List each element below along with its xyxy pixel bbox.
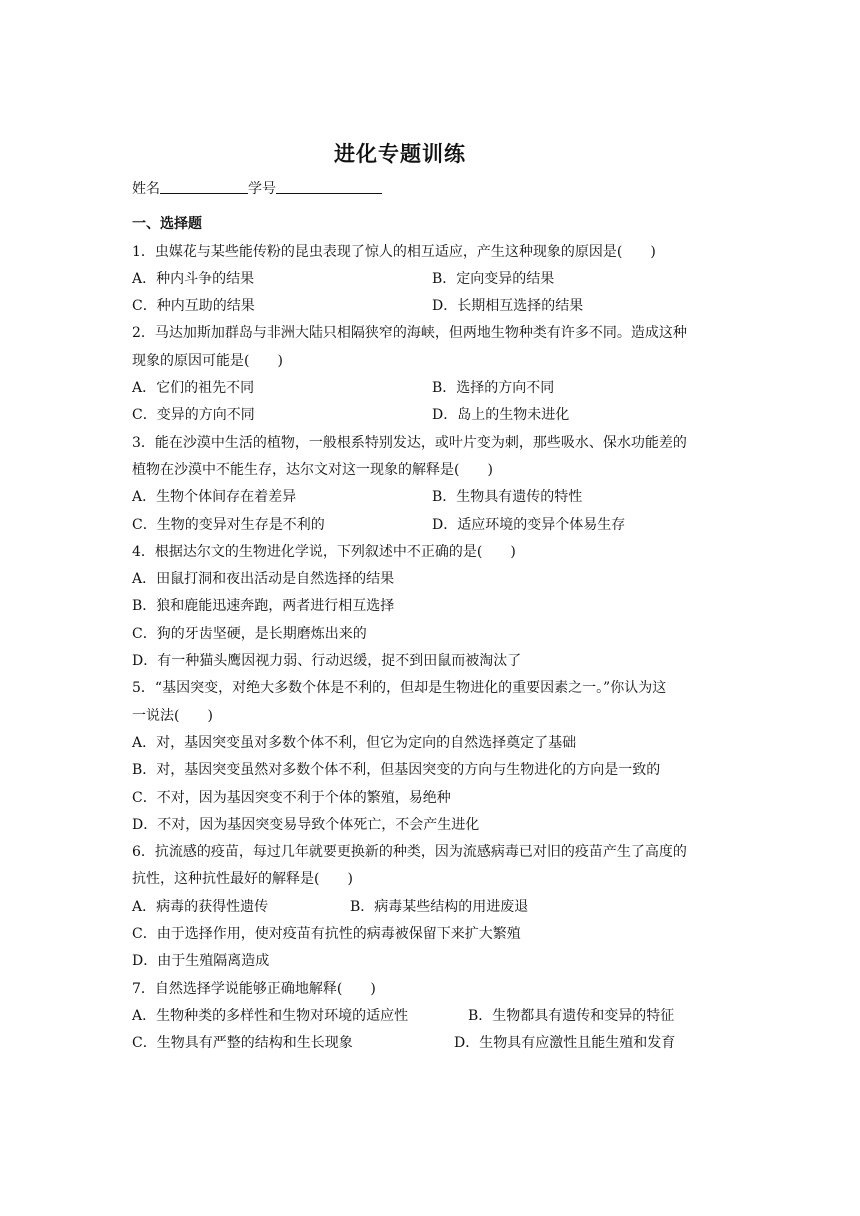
name-blank[interactable]	[160, 177, 248, 194]
id-label: 学号	[248, 181, 276, 197]
question-6-text-cont: 抗性，这种抗性最好的解释是( )	[132, 871, 353, 888]
question-6-text: 6．抗流感的疫苗，每过几年就要更换新的种类，因为流感病毒已对旧的疫苗产生了高度的	[132, 844, 687, 861]
option-a: A．它们的祖先不同	[132, 380, 255, 397]
question-1-options-row-2	[132, 293, 752, 320]
option-d: D．适应环境的变异个体易生存	[432, 516, 626, 533]
option-b: B．生物具有遗传的特性	[432, 489, 583, 506]
option-b: B．生物都具有遗传和变异的特征	[468, 1007, 675, 1024]
question-2-options-row-2	[132, 402, 752, 429]
question-3-text: 3．能在沙漠中生活的植物，一般根系特别发达，或叶片变为刺，那些吸水、保水功能差的	[132, 434, 687, 451]
option-a: A．种内斗争的结果	[132, 270, 255, 287]
option-d: D．岛上的生物未进化	[432, 407, 570, 424]
option-d: D．长期相互选择的结果	[432, 298, 584, 315]
question-2-text-cont: 现象的原因可能是( )	[132, 352, 283, 369]
question-6-options-row-1	[132, 894, 752, 921]
name-label: 姓名	[132, 181, 160, 197]
option-a: A．生物种类的多样性和生物对环境的适应性	[132, 1007, 409, 1024]
question-7-text: 7．自然选择学说能够正确地解释( )	[132, 980, 376, 997]
option-d: D．不对，因为基因突变易导致个体死亡，不会产生进化	[132, 816, 480, 833]
option-b: B．选择的方向不同	[432, 380, 555, 397]
option-b: B．对，基因突变虽然对多数个体不利，但基因突变的方向与生物进化的方向是一致的	[132, 762, 661, 779]
student-info-line	[132, 176, 752, 203]
option-a: A．病毒的获得性遗传	[132, 898, 269, 915]
option-b: B．狼和鹿能迅速奔跑，两者进行相互选择	[132, 598, 395, 615]
question-7-options-row-2	[132, 1030, 752, 1057]
option-b: B．定向变异的结果	[432, 270, 555, 287]
worksheet-content	[132, 176, 752, 1058]
option-c: C．不对，因为基因突变不利于个体的繁殖，易绝种	[132, 789, 451, 806]
question-1-text: 1．虫媒花与某些能传粉的昆虫表现了惊人的相互适应，产生这种现象的原因是( )	[132, 243, 656, 260]
question-3-options-row-2	[132, 512, 752, 539]
question-1-options-row-1	[132, 266, 752, 293]
page-title: 进化专题训练	[334, 142, 466, 166]
option-a: A．对，基因突变虽对多数个体不利，但它为定向的自然选择奠定了基础	[132, 734, 577, 751]
question-4-text: 4．根据达尔文的生物进化学说，下列叙述中不正确的是( )	[132, 543, 516, 560]
option-d: D．有一种猫头鹰因视力弱、行动迟缓，捉不到田鼠而被淘汰了	[132, 653, 522, 670]
option-c: C．狗的牙齿坚硬，是长期磨炼出来的	[132, 625, 367, 642]
question-5-text-cont: 一说法( )	[132, 707, 213, 724]
option-c: C．生物具有严整的结构和生长现象	[132, 1035, 353, 1052]
option-c: C．种内互助的结果	[132, 298, 255, 315]
option-a: A．田鼠打洞和夜出活动是自然选择的结果	[132, 571, 395, 588]
question-5-text: 5．“基因突变，对绝大多数个体是不利的，但却是生物进化的重要因素之一。”你认为这	[132, 680, 667, 697]
option-d: D．生物具有应激性且能生殖和发育	[454, 1035, 676, 1052]
question-7-options-row-1	[132, 1003, 752, 1030]
id-blank[interactable]	[276, 177, 382, 194]
option-c: C．变异的方向不同	[132, 407, 255, 424]
option-c: C．生物的变异对生存是不利的	[132, 516, 325, 533]
question-3-text-cont: 植物在沙漠中不能生存，达尔文对这一现象的解释是( )	[132, 461, 493, 478]
question-3-options-row-1	[132, 484, 752, 511]
question-2-text: 2．马达加斯加群岛与非洲大陆只相隔狭窄的海峡，但两地生物种类有许多不同。造成这种	[132, 325, 687, 342]
option-a: A．生物个体间存在着差异	[132, 489, 297, 506]
option-b: B．病毒某些结构的用进废退	[350, 898, 529, 915]
section-heading: 一、选择题	[132, 216, 202, 233]
option-d: D．由于生殖隔离造成	[132, 953, 270, 970]
option-c: C．由于选择作用，使对疫苗有抗性的病毒被保留下来扩大繁殖	[132, 926, 521, 943]
question-2-options-row-1	[132, 375, 752, 402]
